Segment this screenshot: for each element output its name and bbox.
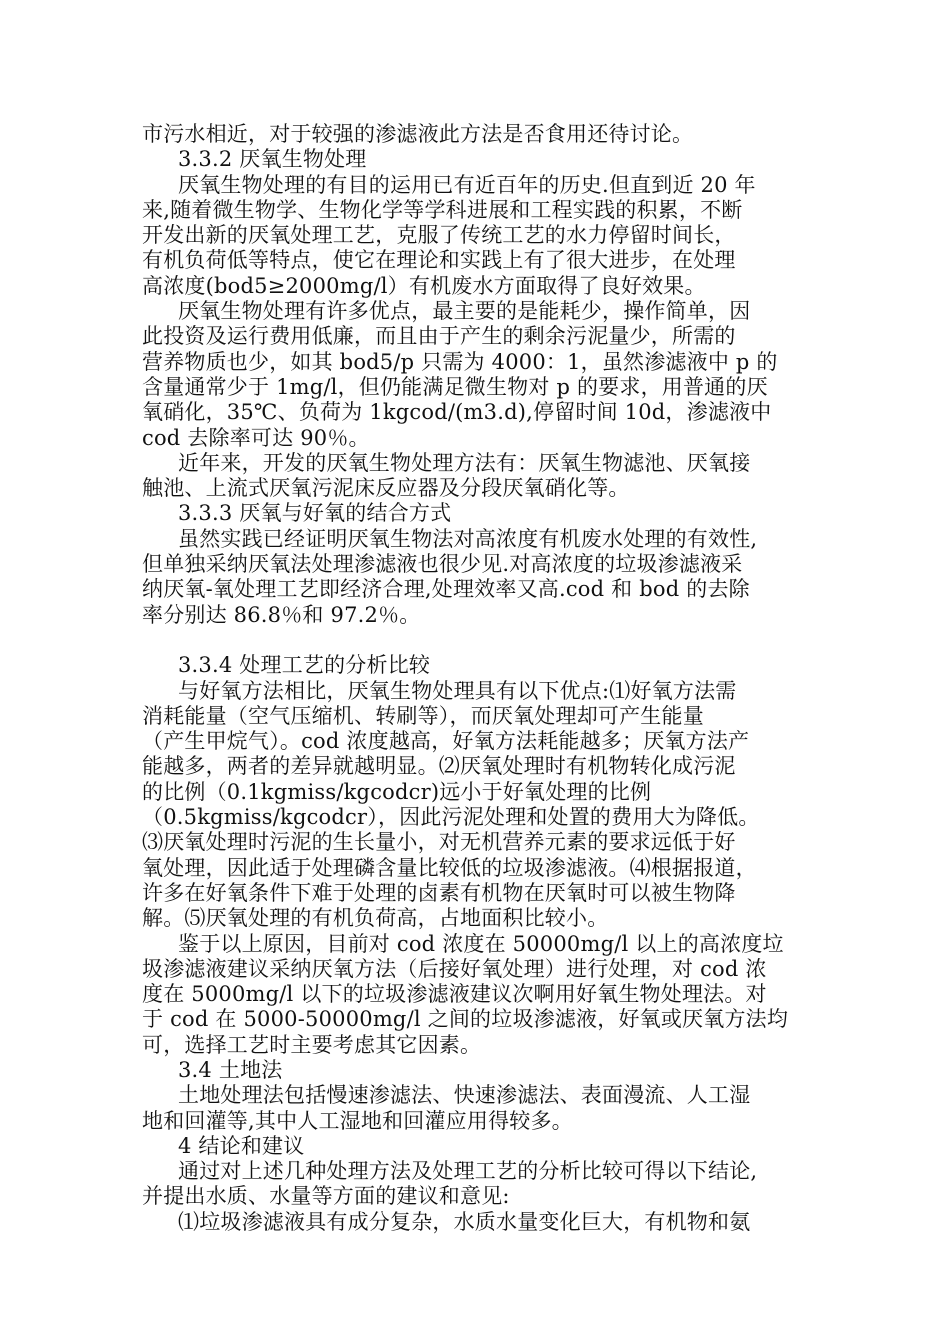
text-line: 氧硝化，35℃、负荷为 1kgcod/(m3.d),停留时间 10d，渗滤液中: [142, 400, 772, 425]
text-line: 营养物质也少，如其 bod5/p 只需为 4000：1，虽然渗滤液中 p 的: [142, 349, 778, 374]
text-line: 厌氧生物处理有许多优点，最主要的是能耗少，操作简单，因: [178, 299, 751, 324]
blank-line: [142, 628, 812, 653]
text-line: （0.5kgmiss/kgcodcr），因此污泥处理和处置的费用大为降低。: [142, 805, 760, 830]
text-line: 地和回灌等,其中人工湿地和回灌应用得较多。: [142, 1108, 573, 1133]
text-line: 通过对上述几种处理方法及处理工艺的分析比较可得以下结论,: [178, 1159, 758, 1184]
text-line: 厌氧生物处理的有目的运用已有近百年的历史.但直到近 20 年: [178, 172, 756, 197]
text-line: ⑶厌氧处理时污泥的生长量小，对无机营养元素的要求远低于好: [142, 830, 736, 855]
text-line: 消耗能量（空气压缩机、转刷等），而厌氧处理却可产生能量: [142, 703, 704, 728]
text-line: 虽然实践已经证明厌氧生物法对高浓度有机废水处理的有效性,: [178, 526, 758, 551]
text-line: 市污水相近，对于较强的渗滤液此方法是否食用还待讨论。: [142, 122, 694, 146]
text-line: 于 cod 在 5000-50000mg/l 之间的垃圾渗滤液，好氧或厌氧方法均: [142, 1007, 789, 1032]
text-line: 并提出水质、水量等方面的建议和意见:: [142, 1184, 510, 1209]
text-line: ⑴垃圾渗滤液具有成分复杂，水质水量变化巨大，有机物和氨: [178, 1209, 751, 1234]
text-line: 解。⑸厌氧处理的有机负荷高，占地面积比较小。: [142, 906, 609, 931]
text-line: 圾渗滤液建议采纳厌氧方法（后接好氧处理）进行处理，对 cod 浓: [142, 956, 767, 981]
text-line: 与好氧方法相比，厌氧生物处理具有以下优点:⑴好氧方法需: [178, 678, 737, 703]
section-heading: 4 结论和建议: [178, 1133, 305, 1158]
text-line: 含量通常少于 1mg/l，但仍能满足微生物对 p 的要求，用普通的厌: [142, 374, 768, 399]
text-line: cod 去除率可达 90％。: [142, 425, 370, 450]
text-line: 高浓度(bod5≥2000mg/l）有机废水方面取得了良好效果。: [142, 273, 706, 298]
section-heading: 3.4 土地法: [178, 1057, 283, 1082]
text-line: 触池、上流式厌氧污泥床反应器及分段厌氧硝化等。: [142, 476, 630, 501]
text-line: 纳厌氧-氧处理工艺即经济合理,处理效率又高.cod 和 bod 的去除: [142, 577, 750, 602]
document-page: [142, 122, 812, 1235]
text-line: 近年来，开发的厌氧生物处理方法有：厌氧生物滤池、厌氧接: [178, 450, 751, 475]
text-line: 氧处理，因此适于处理磷含量比较低的垃圾渗滤液。⑷根据报道，: [142, 855, 757, 880]
text-line: 许多在好氧条件下难于处理的卤素有机物在厌氧时可以被生物降: [142, 880, 736, 905]
text-line: 但单独采纳厌氧法处理渗滤液也很少见.对高浓度的垃圾渗滤液采: [142, 552, 743, 577]
text-line: 可，选择工艺时主要考虑其它因素。: [142, 1032, 482, 1057]
text-line: 来,随着微生物学、生物化学等学科进展和工程实践的积累，不断: [142, 197, 743, 222]
section-heading: 3.3.3 厌氧与好氧的结合方式: [178, 501, 452, 526]
section-heading: 3.3.2 厌氧生物处理: [178, 147, 367, 172]
text-line: 开发出新的厌氧处理工艺，克服了传统工艺的水力停留时间长，: [142, 223, 736, 248]
section-heading: 3.3.4 处理工艺的分析比较: [178, 653, 431, 678]
text-line: 的比例（0.1kgmiss/kgcodcr)远小于好氧处理的比例: [142, 779, 652, 804]
text-line: 度在 5000mg/l 以下的垃圾渗滤液建议次啊用好氧生物处理法。对: [142, 982, 767, 1007]
text-line: 有机负荷低等特点，使它在理论和实践上有了很大进步，在处理: [142, 248, 736, 273]
text-line: 鉴于以上原因，目前对 cod 浓度在 50000mg/l 以上的高浓度垃: [178, 931, 784, 956]
text-line: （产生甲烷气）。cod 浓度越高，好氧方法耗能越多；厌氧方法产: [142, 729, 750, 754]
text-line: 能越多，两者的差异就越明显。⑵厌氧处理时有机物转化成污泥: [142, 754, 736, 779]
text-line: 此投资及运行费用低廉，而且由于产生的剩余污泥量少，所需的: [142, 324, 736, 349]
text-line: 土地处理法包括慢速渗滤法、快速渗滤法、表面漫流、人工湿: [178, 1083, 751, 1108]
text-line: 率分别达 86.8％和 97.2％。: [142, 602, 421, 627]
